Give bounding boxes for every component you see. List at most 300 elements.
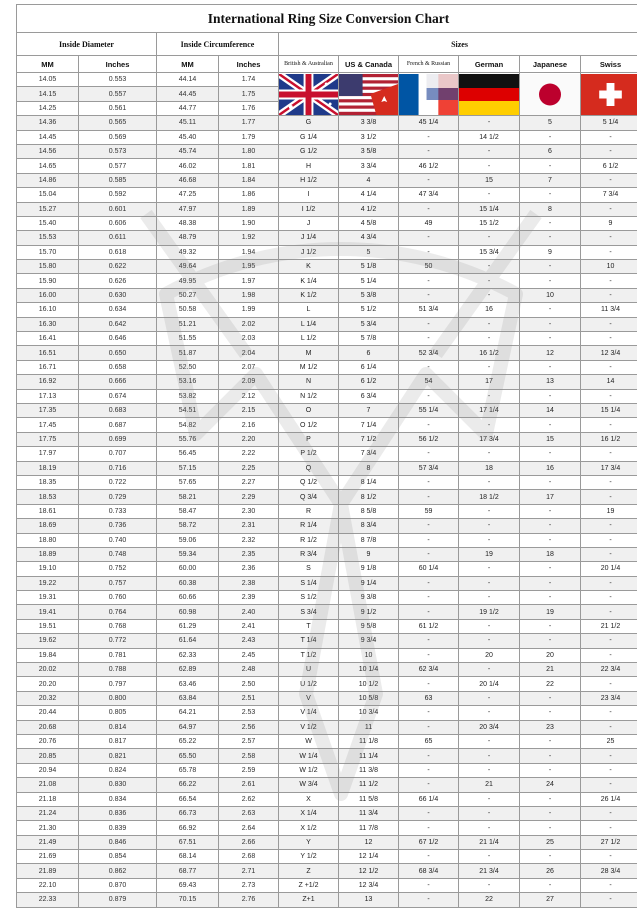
- cell-japanese: -: [520, 216, 581, 230]
- cell-circumference-inches: 2.39: [219, 591, 279, 605]
- cell-circumference-inches: 2.50: [219, 677, 279, 691]
- cell-french-russian: 56 1/2: [399, 432, 459, 446]
- cell-british: W 1/4: [279, 749, 339, 763]
- cell-circumference-mm: 46.68: [157, 173, 219, 187]
- cell-us-canada: 8 1/2: [339, 490, 399, 504]
- cell-swiss: -: [581, 418, 637, 432]
- cell-circumference-mm: 69.43: [157, 878, 219, 892]
- cell-french-russian: -: [399, 878, 459, 892]
- cell-circumference-mm: 64.97: [157, 720, 219, 734]
- cell-british: J 1/4: [279, 231, 339, 245]
- cell-german: -: [459, 533, 520, 547]
- cell-diameter-mm: 18.69: [17, 519, 79, 533]
- cell-german: -: [459, 821, 520, 835]
- cell-diameter-inches: 0.752: [79, 562, 157, 576]
- cell-german: 16: [459, 303, 520, 317]
- cell-circumference-inches: 2.66: [219, 835, 279, 849]
- chart-title: International Ring Size Conversion Chart: [17, 5, 637, 33]
- cell-diameter-inches: 0.577: [79, 159, 157, 173]
- cell-swiss: -: [581, 360, 637, 374]
- cell-japanese: -: [520, 562, 581, 576]
- cell-swiss: -: [581, 202, 637, 216]
- cell-swiss: -: [581, 332, 637, 346]
- cell-us-canada: 10 1/2: [339, 677, 399, 691]
- cell-japanese: 20: [520, 648, 581, 662]
- cell-french-russian: -: [399, 490, 459, 504]
- cell-circumference-mm: 45.74: [157, 144, 219, 158]
- cell-swiss: -: [581, 893, 637, 907]
- cell-circumference-mm: 48.79: [157, 231, 219, 245]
- cell-circumference-inches: 2.31: [219, 519, 279, 533]
- cell-circumference-mm: 58.47: [157, 504, 219, 518]
- cell-circumference-inches: 2.63: [219, 806, 279, 820]
- cell-us-canada: 6: [339, 346, 399, 360]
- col-us-canada: US & Canada: [339, 56, 399, 73]
- cell-japanese: -: [520, 130, 581, 144]
- cell-diameter-inches: 0.729: [79, 490, 157, 504]
- cell-circumference-inches: 2.36: [219, 562, 279, 576]
- cell-german: -: [459, 317, 520, 331]
- cell-french-russian: -: [399, 749, 459, 763]
- cell-french-russian: -: [399, 648, 459, 662]
- table-row: [17, 231, 637, 245]
- cell-japanese: 16: [520, 461, 581, 475]
- cell-circumference-inches: 2.64: [219, 821, 279, 835]
- cell-us-canada: 4 3/4: [339, 231, 399, 245]
- cell-circumference-mm: 44.77: [157, 101, 219, 115]
- cell-diameter-mm: 19.51: [17, 619, 79, 633]
- cell-japanese: -: [520, 519, 581, 533]
- cell-diameter-inches: 0.814: [79, 720, 157, 734]
- cell-japanese: -: [520, 504, 581, 518]
- cell-japanese: 10: [520, 288, 581, 302]
- cell-swiss: 6 1/2: [581, 159, 637, 173]
- cell-diameter-inches: 0.862: [79, 864, 157, 878]
- table-row: [17, 648, 637, 662]
- cell-japanese: -: [520, 447, 581, 461]
- cell-diameter-inches: 0.658: [79, 360, 157, 374]
- cell-british: U 1/2: [279, 677, 339, 691]
- cell-diameter-mm: 21.89: [17, 864, 79, 878]
- cell-french-russian: 52 3/4: [399, 346, 459, 360]
- cell-german: -: [459, 519, 520, 533]
- cell-german: 15 1/4: [459, 202, 520, 216]
- cell-circumference-mm: 66.54: [157, 792, 219, 806]
- cell-british: H 1/2: [279, 173, 339, 187]
- table-row: [17, 216, 637, 230]
- cell-french-russian: -: [399, 591, 459, 605]
- cell-us-canada: 6 1/2: [339, 375, 399, 389]
- table-row: [17, 116, 637, 130]
- cell-circumference-inches: 2.45: [219, 648, 279, 662]
- cell-circumference-mm: 60.98: [157, 605, 219, 619]
- cell-british: R 1/2: [279, 533, 339, 547]
- cell-german: -: [459, 188, 520, 202]
- cell-diameter-inches: 0.611: [79, 231, 157, 245]
- cell-swiss: -: [581, 519, 637, 533]
- cell-diameter-mm: 14.45: [17, 130, 79, 144]
- cell-british: T 1/2: [279, 648, 339, 662]
- col-diameter-inches: Inches: [79, 56, 157, 73]
- cell-diameter-mm: 15.53: [17, 231, 79, 245]
- cell-us-canada: 5: [339, 245, 399, 259]
- cell-german: 17: [459, 375, 520, 389]
- cell-us-canada: 10: [339, 648, 399, 662]
- cell-japanese: -: [520, 806, 581, 820]
- cell-us-canada: 9 1/2: [339, 605, 399, 619]
- cell-british: S 1/2: [279, 591, 339, 605]
- cell-french-russian: -: [399, 763, 459, 777]
- cell-circumference-inches: 2.25: [219, 461, 279, 475]
- cell-diameter-mm: 22.33: [17, 893, 79, 907]
- cell-us-canada: 3 3/8: [339, 116, 399, 130]
- cell-circumference-mm: 44.14: [157, 73, 219, 87]
- cell-diameter-mm: 20.85: [17, 749, 79, 763]
- col-diameter-mm: MM: [17, 56, 79, 73]
- cell-diameter-mm: 18.80: [17, 533, 79, 547]
- cell-diameter-inches: 0.622: [79, 260, 157, 274]
- cell-swiss: -: [581, 288, 637, 302]
- cell-japanese: 5: [520, 116, 581, 130]
- cell-british: I 1/2: [279, 202, 339, 216]
- cell-diameter-mm: 14.05: [17, 73, 79, 87]
- cell-japanese: 9: [520, 245, 581, 259]
- table-row: [17, 547, 637, 561]
- table-row: [17, 749, 637, 763]
- cell-british: Z +1/2: [279, 878, 339, 892]
- cell-french-russian: -: [399, 605, 459, 619]
- table-row: [17, 490, 637, 504]
- cell-us-canada: 3 5/8: [339, 144, 399, 158]
- cell-french-russian: -: [399, 245, 459, 259]
- cell-british: V 1/2: [279, 720, 339, 734]
- cell-us-canada: 4 5/8: [339, 216, 399, 230]
- cell-circumference-mm: 67.51: [157, 835, 219, 849]
- cell-french-russian: 61 1/2: [399, 619, 459, 633]
- cell-diameter-inches: 0.854: [79, 850, 157, 864]
- cell-circumference-inches: 2.48: [219, 663, 279, 677]
- cell-japanese: -: [520, 475, 581, 489]
- cell-british: X: [279, 792, 339, 806]
- cell-swiss: 15 1/4: [581, 403, 637, 417]
- cell-diameter-mm: 15.04: [17, 188, 79, 202]
- cell-circumference-mm: 54.51: [157, 403, 219, 417]
- cell-british: L: [279, 303, 339, 317]
- cell-circumference-inches: 2.58: [219, 749, 279, 763]
- cell-diameter-mm: 14.65: [17, 159, 79, 173]
- cell-japanese: 15: [520, 432, 581, 446]
- cell-circumference-mm: 63.84: [157, 691, 219, 705]
- cell-diameter-inches: 0.601: [79, 202, 157, 216]
- cell-circumference-mm: 60.38: [157, 576, 219, 590]
- cell-german: -: [459, 734, 520, 748]
- group-inside-circumference: Inside Circumference: [157, 33, 279, 56]
- table-row: [17, 418, 637, 432]
- col-circumference-mm: MM: [157, 56, 219, 73]
- cell-swiss: -: [581, 763, 637, 777]
- cell-british: N: [279, 375, 339, 389]
- cell-german: -: [459, 763, 520, 777]
- cell-japanese: -: [520, 360, 581, 374]
- cell-swiss: -: [581, 677, 637, 691]
- cell-diameter-inches: 0.817: [79, 734, 157, 748]
- cell-french-russian: 57 3/4: [399, 461, 459, 475]
- cell-german: -: [459, 418, 520, 432]
- cell-swiss: -: [581, 821, 637, 835]
- cell-circumference-mm: 51.87: [157, 346, 219, 360]
- table-row: [17, 432, 637, 446]
- cell-circumference-inches: 2.09: [219, 375, 279, 389]
- table-row: [17, 763, 637, 777]
- table-row: [17, 835, 637, 849]
- cell-french-russian: -: [399, 547, 459, 561]
- table-row: [17, 734, 637, 748]
- cell-circumference-inches: 1.76: [219, 101, 279, 115]
- cell-circumference-inches: 2.73: [219, 878, 279, 892]
- cell-circumference-inches: 2.43: [219, 634, 279, 648]
- cell-diameter-mm: 20.02: [17, 663, 79, 677]
- cell-british: M 1/2: [279, 360, 339, 374]
- cell-diameter-inches: 0.740: [79, 533, 157, 547]
- table-row: [17, 389, 637, 403]
- cell-swiss: 16 1/2: [581, 432, 637, 446]
- cell-circumference-inches: 2.35: [219, 547, 279, 561]
- cell-german: 18 1/2: [459, 490, 520, 504]
- cell-french-russian: -: [399, 677, 459, 691]
- cell-swiss: -: [581, 130, 637, 144]
- cell-swiss: -: [581, 749, 637, 763]
- cell-circumference-inches: 1.84: [219, 173, 279, 187]
- cell-japanese: -: [520, 159, 581, 173]
- cell-british: R: [279, 504, 339, 518]
- cell-swiss: -: [581, 274, 637, 288]
- cell-french-russian: 66 1/4: [399, 792, 459, 806]
- cell-german: -: [459, 332, 520, 346]
- cell-japanese: 12: [520, 346, 581, 360]
- cell-diameter-inches: 0.760: [79, 591, 157, 605]
- uk-australia-flag: [279, 73, 339, 116]
- cell-german: -: [459, 360, 520, 374]
- cell-japanese: 26: [520, 864, 581, 878]
- table-body: [17, 73, 637, 908]
- cell-diameter-inches: 0.800: [79, 691, 157, 705]
- cell-circumference-mm: 66.22: [157, 778, 219, 792]
- table-row: [17, 533, 637, 547]
- cell-japanese: 6: [520, 144, 581, 158]
- cell-diameter-inches: 0.830: [79, 778, 157, 792]
- cell-japanese: -: [520, 260, 581, 274]
- cell-french-russian: -: [399, 821, 459, 835]
- cell-circumference-mm: 68.77: [157, 864, 219, 878]
- cell-circumference-inches: 1.98: [219, 288, 279, 302]
- cell-diameter-mm: 18.61: [17, 504, 79, 518]
- cell-japanese: -: [520, 821, 581, 835]
- cell-circumference-mm: 58.21: [157, 490, 219, 504]
- cell-french-russian: -: [399, 389, 459, 403]
- cell-japanese: 21: [520, 663, 581, 677]
- cell-us-canada: 5 3/4: [339, 317, 399, 331]
- cell-british: X 1/4: [279, 806, 339, 820]
- cell-swiss: 20 1/4: [581, 562, 637, 576]
- cell-diameter-inches: 0.666: [79, 375, 157, 389]
- table-row: [17, 691, 637, 705]
- cell-us-canada: 5 3/8: [339, 288, 399, 302]
- cell-german: -: [459, 562, 520, 576]
- cell-us-canada: 4 1/2: [339, 202, 399, 216]
- cell-diameter-inches: 0.646: [79, 332, 157, 346]
- cell-swiss: -: [581, 173, 637, 187]
- cell-french-russian: -: [399, 418, 459, 432]
- table-row: [17, 634, 637, 648]
- cell-us-canada: 4: [339, 173, 399, 187]
- us-canada-flag: [339, 73, 399, 116]
- cell-swiss: -: [581, 475, 637, 489]
- cell-swiss: 28 3/4: [581, 864, 637, 878]
- cell-diameter-inches: 0.573: [79, 144, 157, 158]
- cell-british: T 1/4: [279, 634, 339, 648]
- cell-diameter-inches: 0.736: [79, 519, 157, 533]
- table-row: [17, 159, 637, 173]
- cell-us-canada: 5 1/8: [339, 260, 399, 274]
- table-row: [17, 73, 637, 87]
- table-row: [17, 375, 637, 389]
- cell-us-canada: 9 1/4: [339, 576, 399, 590]
- cell-japanese: 27: [520, 893, 581, 907]
- cell-swiss: -: [581, 490, 637, 504]
- cell-german: -: [459, 144, 520, 158]
- cell-swiss: 25: [581, 734, 637, 748]
- cell-german: 19: [459, 547, 520, 561]
- cell-circumference-inches: 2.12: [219, 389, 279, 403]
- cell-german: -: [459, 749, 520, 763]
- cell-japanese: 18: [520, 547, 581, 561]
- table-row: [17, 447, 637, 461]
- cell-diameter-inches: 0.846: [79, 835, 157, 849]
- cell-japanese: -: [520, 691, 581, 705]
- cell-french-russian: -: [399, 893, 459, 907]
- table-row: [17, 317, 637, 331]
- conversion-table: [16, 4, 637, 908]
- cell-german: 21 1/4: [459, 835, 520, 849]
- cell-british: W 1/2: [279, 763, 339, 777]
- cell-german: -: [459, 691, 520, 705]
- cell-swiss: -: [581, 648, 637, 662]
- cell-british: U: [279, 663, 339, 677]
- cell-german: -: [459, 576, 520, 590]
- cell-japanese: 17: [520, 490, 581, 504]
- cell-diameter-mm: 19.84: [17, 648, 79, 662]
- cell-japanese: -: [520, 878, 581, 892]
- cell-diameter-mm: 14.86: [17, 173, 79, 187]
- cell-british: Z: [279, 864, 339, 878]
- cell-swiss: 9: [581, 216, 637, 230]
- cell-circumference-mm: 51.21: [157, 317, 219, 331]
- cell-swiss: 19: [581, 504, 637, 518]
- cell-us-canada: 5 1/4: [339, 274, 399, 288]
- cell-circumference-mm: 48.38: [157, 216, 219, 230]
- cell-circumference-mm: 65.78: [157, 763, 219, 777]
- cell-diameter-inches: 0.797: [79, 677, 157, 691]
- cell-circumference-mm: 49.95: [157, 274, 219, 288]
- cell-german: -: [459, 878, 520, 892]
- cell-french-russian: -: [399, 231, 459, 245]
- cell-french-russian: -: [399, 634, 459, 648]
- cell-japanese: -: [520, 332, 581, 346]
- table-row: [17, 173, 637, 187]
- cell-diameter-mm: 21.24: [17, 806, 79, 820]
- cell-british: W 3/4: [279, 778, 339, 792]
- cell-german: -: [459, 850, 520, 864]
- cell-german: -: [459, 231, 520, 245]
- cell-french-russian: -: [399, 475, 459, 489]
- col-french-russian: French & Russian: [399, 56, 459, 73]
- cell-german: 20 1/4: [459, 677, 520, 691]
- cell-british: G: [279, 116, 339, 130]
- table-row: [17, 720, 637, 734]
- cell-german: 14 1/2: [459, 130, 520, 144]
- cell-diameter-inches: 0.879: [79, 893, 157, 907]
- cell-circumference-inches: 2.15: [219, 403, 279, 417]
- cell-british: T: [279, 619, 339, 633]
- cell-french-russian: 59: [399, 504, 459, 518]
- cell-german: 19 1/2: [459, 605, 520, 619]
- cell-swiss: -: [581, 850, 637, 864]
- cell-circumference-mm: 46.02: [157, 159, 219, 173]
- cell-diameter-mm: 16.51: [17, 346, 79, 360]
- cell-us-canada: 9: [339, 547, 399, 561]
- cell-diameter-mm: 20.44: [17, 706, 79, 720]
- cell-german: 15: [459, 173, 520, 187]
- cell-swiss: -: [581, 533, 637, 547]
- cell-us-canada: 12 1/2: [339, 864, 399, 878]
- cell-swiss: -: [581, 245, 637, 259]
- cell-french-russian: 46 1/2: [399, 159, 459, 173]
- cell-diameter-inches: 0.565: [79, 116, 157, 130]
- cell-diameter-mm: 19.41: [17, 605, 79, 619]
- cell-diameter-mm: 20.20: [17, 677, 79, 691]
- cell-british: I: [279, 188, 339, 202]
- cell-circumference-mm: 54.82: [157, 418, 219, 432]
- cell-diameter-inches: 0.781: [79, 648, 157, 662]
- cell-diameter-inches: 0.839: [79, 821, 157, 835]
- cell-german: -: [459, 591, 520, 605]
- cell-german: 22: [459, 893, 520, 907]
- cell-diameter-mm: 20.76: [17, 734, 79, 748]
- cell-diameter-mm: 19.62: [17, 634, 79, 648]
- cell-circumference-mm: 64.21: [157, 706, 219, 720]
- cell-circumference-mm: 59.06: [157, 533, 219, 547]
- cell-us-canada: 11 1/4: [339, 749, 399, 763]
- cell-french-russian: 62 3/4: [399, 663, 459, 677]
- table-row: [17, 475, 637, 489]
- col-circumference-inches: Inches: [219, 56, 279, 73]
- cell-swiss: -: [581, 317, 637, 331]
- cell-us-canada: 4 1/4: [339, 188, 399, 202]
- table-row: [17, 591, 637, 605]
- cell-circumference-inches: 2.16: [219, 418, 279, 432]
- cell-diameter-mm: 14.56: [17, 144, 79, 158]
- cell-british: J: [279, 216, 339, 230]
- cell-diameter-inches: 0.834: [79, 792, 157, 806]
- cell-british: W: [279, 734, 339, 748]
- cell-us-canada: 12 1/4: [339, 850, 399, 864]
- cell-german: -: [459, 504, 520, 518]
- cell-japanese: -: [520, 850, 581, 864]
- cell-diameter-mm: 21.69: [17, 850, 79, 864]
- cell-circumference-mm: 60.00: [157, 562, 219, 576]
- cell-circumference-inches: 2.59: [219, 763, 279, 777]
- cell-circumference-mm: 44.45: [157, 87, 219, 101]
